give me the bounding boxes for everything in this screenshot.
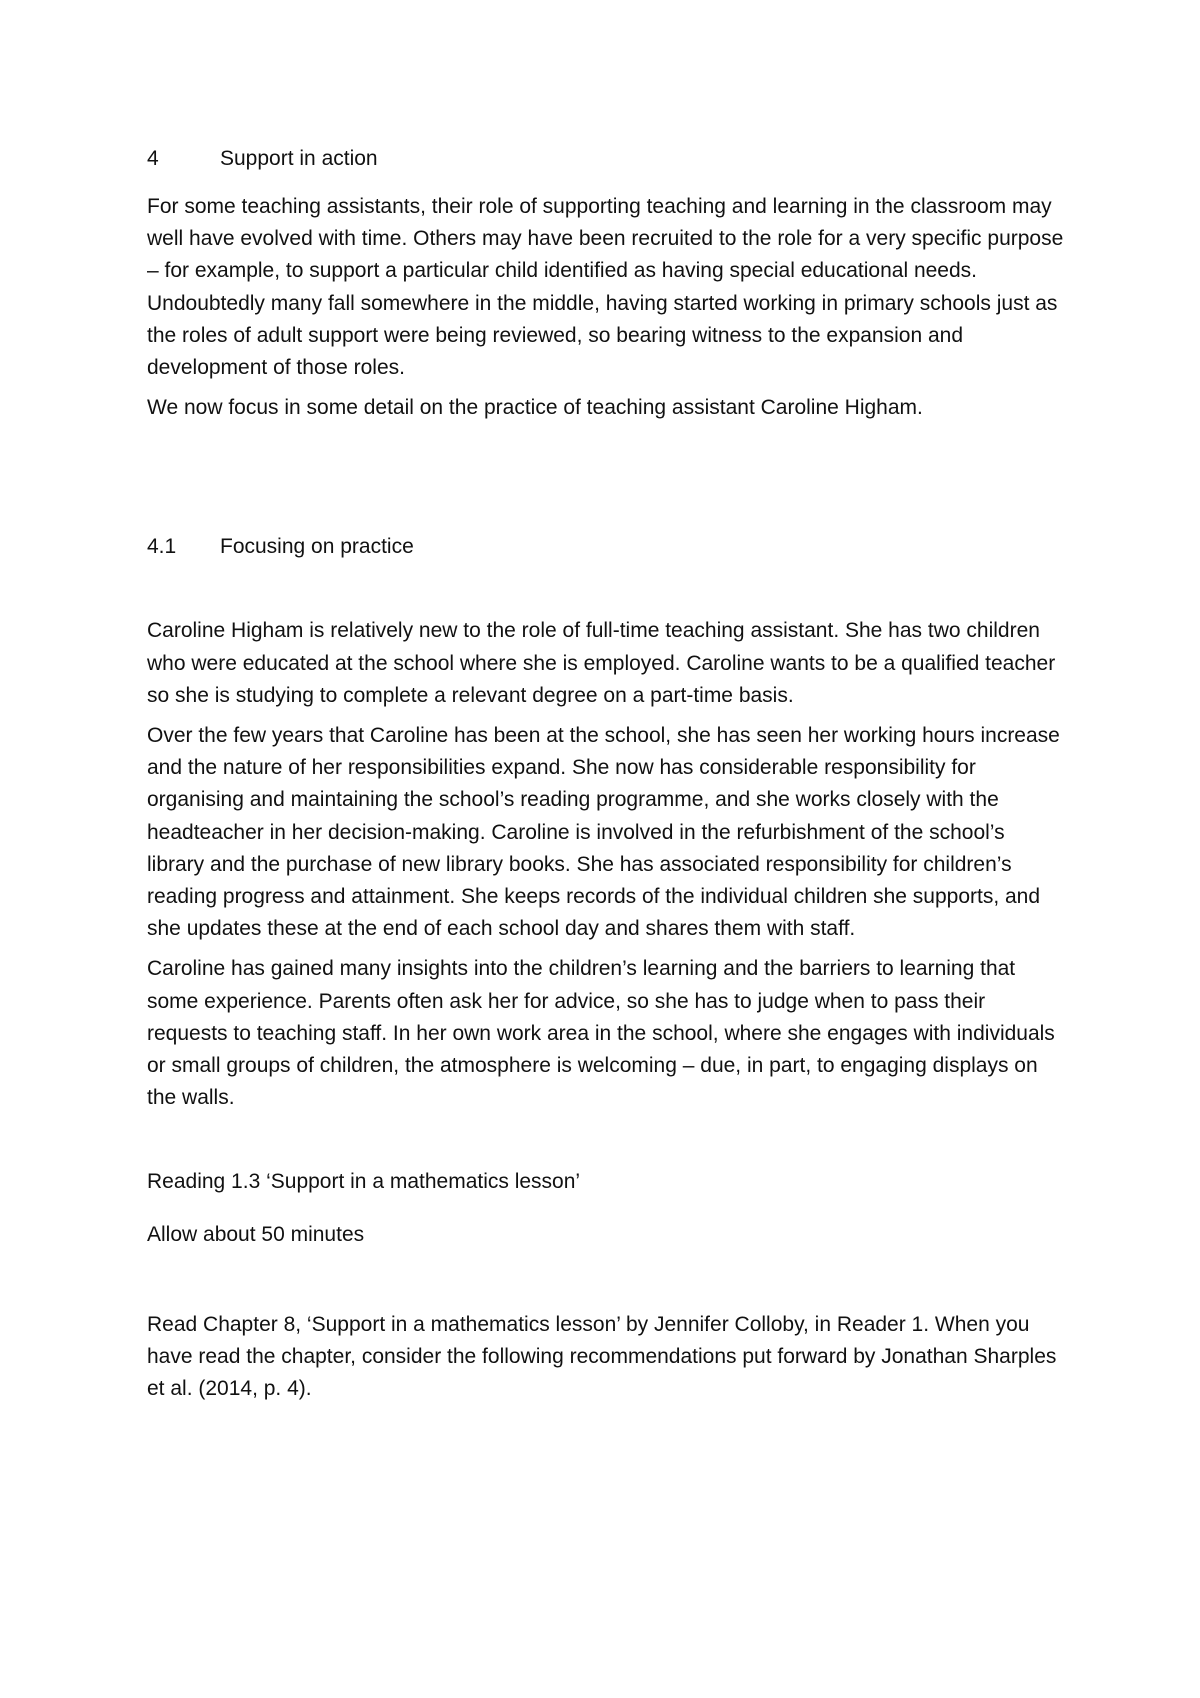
reading-duration: Allow about 50 minutes <box>147 1222 365 1246</box>
subsection-paragraph: Caroline Higham is relatively new to the role of full-time teaching assistant. She has two children who were educated at the school where she is employed. Caroline wants to be a qualified teacher so she is studying to complete a relevant degree on a part-time basis. <box>147 619 1056 707</box>
subsection-heading <box>147 531 1067 563</box>
reading-title: Reading 1.3 ‘Support in a mathematics lesson’ <box>147 1170 581 1194</box>
section-paragraph: For some teaching assistants, their role of supporting teaching and learning in the classroom may well have evolved with time. Others may have been recruited to the role for a very specific purpose – for example, to support a particular child identified as having special educational needs. Undoubtedly many fall somewhere in the middle, having started working in primary schools just as the roles of adult support were being reviewed, so bearing witness to the expansion and development of those roles. <box>147 195 1064 380</box>
section-heading <box>147 143 1067 175</box>
section-number: 4 <box>147 147 159 170</box>
subsection-paragraph: Caroline has gained many insights into the children’s learning and the barriers to learning that some experience. Parents often ask her for advice, so she has to judge when to pass their requests to teaching staff. In her own work area in the school, where she engages with individuals or small groups of children, the atmosphere is welcoming – due, in part, to engaging displays on the walls. <box>147 957 1055 1110</box>
reading-instruction: Read Chapter 8, ‘Support in a mathematics lesson’ by Jennifer Colloby, in Reader 1. When you have read the chapter, consider the following recommendations put forward by Jonathan Sharples et al. (2014, p. 4). <box>147 1312 1057 1401</box>
subsection-title: Focusing on practice <box>220 535 414 559</box>
section-paragraph: We now focus in some detail on the practice of teaching assistant Caroline Higham. <box>147 396 923 420</box>
subsection-number: 4.1 <box>147 535 177 559</box>
section-title: Support in action <box>220 147 378 170</box>
subsection-paragraph: Over the few years that Caroline has been at the school, she has seen her working hours increase and the nature of her responsibilities expand. She now has considerable responsibility for organising and maintaining the school’s reading programme, and she works closely with the headteacher in her decision-making. Caroline is involved in the refurbishment of the school’s library and the purchase of new library books. She has associated responsibility for children’s reading progress and attainment. She keeps records of the individual children she supports, and she updates these at the end of each school day and shares them with staff. <box>147 724 1060 941</box>
document-page <box>147 143 1067 1405</box>
